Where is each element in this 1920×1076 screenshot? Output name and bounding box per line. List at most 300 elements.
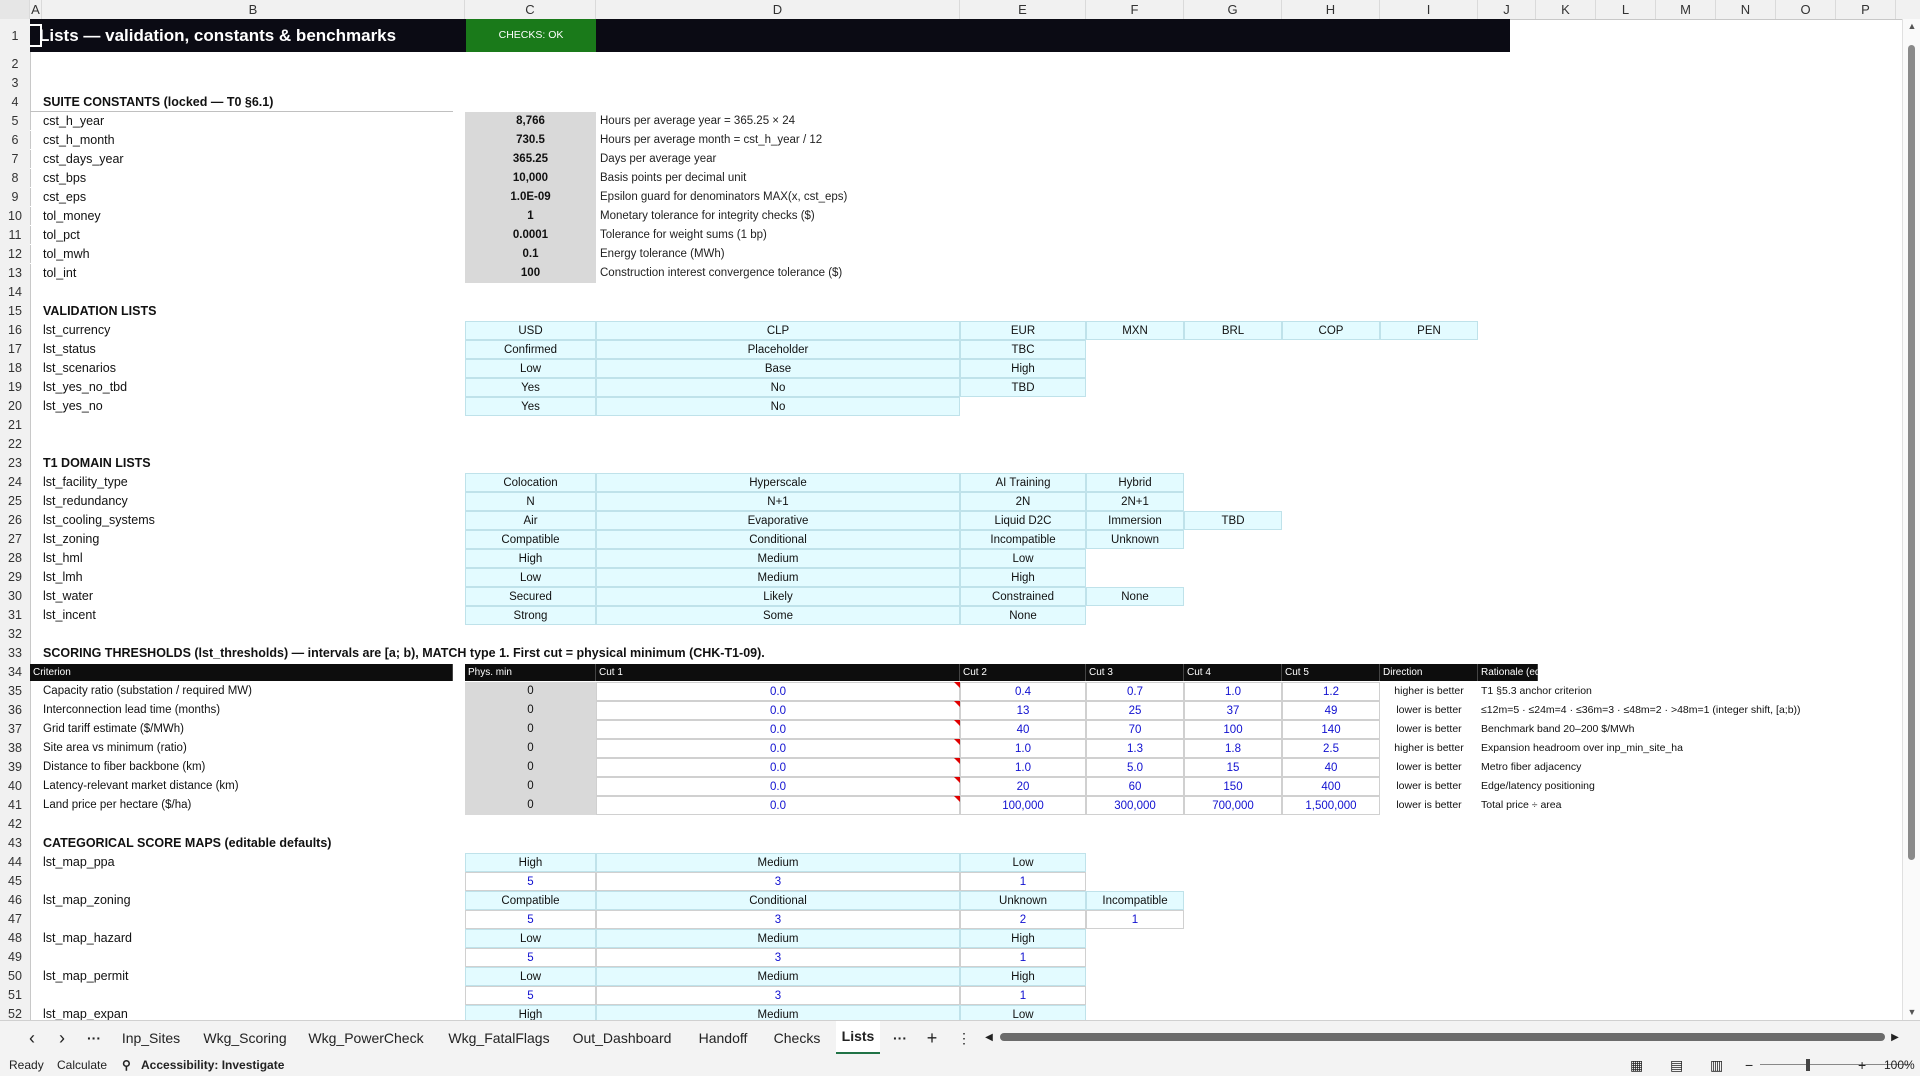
- domain-list-value[interactable]: 2N+1: [1086, 492, 1184, 511]
- column-header-o[interactable]: O: [1776, 0, 1836, 19]
- vertical-scroll-thumb[interactable]: [1908, 45, 1915, 860]
- comment-indicator-icon[interactable]: [954, 720, 960, 726]
- validation-list-value[interactable]: COP: [1282, 321, 1380, 340]
- threshold-phys-min[interactable]: 0: [465, 701, 596, 720]
- row-header-40[interactable]: 40: [8, 779, 22, 793]
- score-map-value[interactable]: 5: [465, 948, 596, 967]
- threshold-cut[interactable]: 700,000: [1184, 796, 1282, 815]
- row-header-21[interactable]: 21: [8, 418, 22, 432]
- constant-description[interactable]: Hours per average year = 365.25 × 24: [600, 115, 795, 127]
- score-map-name[interactable]: lst_map_zoning: [43, 893, 131, 907]
- threshold-direction[interactable]: lower is better: [1396, 799, 1462, 811]
- domain-list-value[interactable]: Medium: [596, 568, 960, 587]
- row-header-7[interactable]: 7: [11, 152, 19, 166]
- threshold-criterion[interactable]: Interconnection lead time (months): [43, 704, 221, 716]
- validation-list-value[interactable]: High: [960, 359, 1086, 378]
- threshold-cut[interactable]: 49: [1282, 701, 1380, 720]
- threshold-phys-min[interactable]: 0: [465, 720, 596, 739]
- domain-list-name[interactable]: lst_redundancy: [43, 494, 128, 508]
- column-header-f[interactable]: F: [1086, 0, 1184, 19]
- constant-value[interactable]: 10,000: [465, 169, 596, 188]
- threshold-cut[interactable]: 60: [1086, 777, 1184, 796]
- threshold-cut[interactable]: 100: [1184, 720, 1282, 739]
- validation-list-value[interactable]: PEN: [1380, 321, 1478, 340]
- threshold-criterion[interactable]: Latency-relevant market distance (km): [43, 780, 239, 792]
- constant-name[interactable]: cst_eps: [30, 188, 450, 207]
- column-header-p[interactable]: P: [1836, 0, 1896, 19]
- constant-name[interactable]: cst_bps: [30, 169, 450, 188]
- tab-more-left-icon[interactable]: ···: [87, 1030, 101, 1046]
- row-header-44[interactable]: 44: [8, 855, 22, 869]
- domain-list-value[interactable]: Conditional: [596, 530, 960, 549]
- validation-list-name[interactable]: lst_status: [43, 342, 96, 356]
- threshold-column-header: Cut 1: [596, 664, 960, 681]
- domain-list-value[interactable]: AI Training: [960, 473, 1086, 492]
- score-map-value[interactable]: 2: [960, 910, 1086, 929]
- threshold-direction[interactable]: lower is better: [1396, 761, 1462, 773]
- row-header-15[interactable]: 15: [8, 304, 22, 318]
- domain-list-value[interactable]: N: [465, 492, 596, 511]
- column-header-l[interactable]: L: [1596, 0, 1656, 19]
- column-header-n[interactable]: N: [1716, 0, 1776, 19]
- zoom-slider-thumb[interactable]: [1806, 1059, 1810, 1071]
- row-header-18[interactable]: 18: [8, 361, 22, 375]
- domain-list-name[interactable]: lst_water: [43, 589, 94, 603]
- threshold-cut[interactable]: 15: [1184, 758, 1282, 777]
- row-header-8[interactable]: 8: [11, 171, 19, 185]
- row-header-33[interactable]: 33: [8, 646, 22, 660]
- threshold-cut[interactable]: 0.7: [1086, 682, 1184, 701]
- comment-indicator-icon[interactable]: [954, 739, 960, 745]
- row-header-41[interactable]: 41: [8, 798, 22, 812]
- row-header-5[interactable]: 5: [11, 114, 19, 128]
- constant-name[interactable]: tol_int: [43, 266, 77, 280]
- row-header-38[interactable]: 38: [8, 741, 22, 755]
- row-header-19[interactable]: 19: [8, 380, 22, 394]
- constant-value[interactable]: 1.0E-09: [465, 188, 596, 207]
- row-header-34[interactable]: 34: [8, 665, 22, 679]
- validation-list-value[interactable]: Low: [465, 359, 596, 378]
- score-map-value[interactable]: 3: [596, 948, 960, 967]
- accessibility-status[interactable]: Accessibility: Investigate: [141, 1058, 285, 1072]
- tab-nav-prev-icon[interactable]: ‹: [29, 1028, 35, 1048]
- row-header-4[interactable]: 4: [11, 95, 19, 109]
- threshold-direction[interactable]: lower is better: [1396, 704, 1462, 716]
- column-header-i[interactable]: I: [1380, 0, 1478, 19]
- threshold-cut[interactable]: 1.8: [1184, 739, 1282, 758]
- validation-list-value[interactable]: MXN: [1086, 321, 1184, 340]
- row-header-17[interactable]: 17: [8, 342, 22, 356]
- row-header-42[interactable]: 42: [8, 817, 22, 831]
- score-map-value[interactable]: 3: [596, 872, 960, 891]
- validation-list-value[interactable]: USD: [465, 321, 596, 340]
- threshold-rationale[interactable]: Benchmark band 20–200 $/MWh: [1481, 723, 1635, 735]
- constant-description[interactable]: Basis points per decimal unit: [600, 172, 747, 184]
- score-map-value[interactable]: 5: [465, 910, 596, 929]
- row-header-3[interactable]: 3: [11, 76, 19, 90]
- threshold-cut[interactable]: 13: [960, 701, 1086, 720]
- constant-value[interactable]: 0.1: [465, 245, 596, 264]
- threshold-cut[interactable]: 40: [1282, 758, 1380, 777]
- domain-list-value[interactable]: Low: [465, 568, 596, 587]
- score-map-value[interactable]: 3: [596, 986, 960, 1005]
- row-header-26[interactable]: 26: [8, 513, 22, 527]
- threshold-rationale[interactable]: Expansion headroom over inp_min_site_ha: [1481, 742, 1683, 754]
- zoom-level[interactable]: 100%: [1884, 1058, 1915, 1072]
- score-map-label[interactable]: Incompatible: [1086, 891, 1184, 910]
- threshold-cut[interactable]: 0.0: [596, 720, 960, 739]
- threshold-phys-min[interactable]: 0: [465, 739, 596, 758]
- constant-description[interactable]: Construction interest convergence tolerance ($): [600, 267, 843, 279]
- section-heading-maps: CATEGORICAL SCORE MAPS (editable defaults): [43, 836, 332, 850]
- row-header-13[interactable]: 13: [8, 266, 22, 280]
- threshold-cut[interactable]: 25: [1086, 701, 1184, 720]
- threshold-direction[interactable]: higher is better: [1394, 742, 1464, 754]
- row-header-22[interactable]: 22: [8, 437, 22, 451]
- domain-list-value[interactable]: Evaporative: [596, 511, 960, 530]
- threshold-cut[interactable]: 100,000: [960, 796, 1086, 815]
- validation-list-value[interactable]: TBC: [960, 340, 1086, 359]
- threshold-cut[interactable]: 1.0: [960, 739, 1086, 758]
- row-header-24[interactable]: 24: [8, 475, 22, 489]
- threshold-cut[interactable]: 1.3: [1086, 739, 1184, 758]
- validation-list-value[interactable]: Base: [596, 359, 960, 378]
- domain-list-value[interactable]: N+1: [596, 492, 960, 511]
- row-header-10[interactable]: 10: [8, 209, 22, 223]
- domain-list-name[interactable]: lst_facility_type: [43, 475, 128, 489]
- select-all-corner[interactable]: [0, 0, 30, 19]
- page-break-icon[interactable]: ▥: [1710, 1057, 1724, 1073]
- row-header-49[interactable]: 49: [8, 950, 22, 964]
- comment-indicator-icon[interactable]: [954, 701, 960, 707]
- comment-indicator-icon[interactable]: [954, 796, 960, 802]
- hscroll-right-icon[interactable]: ▶: [1891, 1032, 1899, 1043]
- comment-indicator-icon[interactable]: [954, 682, 960, 688]
- threshold-criterion[interactable]: Distance to fiber backbone (km): [43, 761, 206, 773]
- score-map-label[interactable]: Medium: [596, 929, 960, 948]
- row-header-50[interactable]: 50: [8, 969, 22, 983]
- domain-list-name[interactable]: lst_hml: [43, 551, 83, 565]
- column-header-e[interactable]: E: [960, 0, 1086, 19]
- tab-lists[interactable]: Lists: [836, 1021, 880, 1055]
- domain-list-value[interactable]: Air: [465, 511, 596, 530]
- domain-list-name[interactable]: lst_zoning: [43, 532, 100, 546]
- score-map-value[interactable]: 1: [1086, 910, 1184, 929]
- validation-list-value[interactable]: No: [596, 397, 960, 416]
- threshold-phys-min[interactable]: 0: [465, 758, 596, 777]
- active-cell-cursor[interactable]: [30, 24, 42, 47]
- domain-list-value[interactable]: Low: [960, 549, 1086, 568]
- score-map-label[interactable]: High: [465, 1005, 596, 1020]
- constant-description[interactable]: Days per average year: [600, 153, 717, 165]
- score-map-label[interactable]: Low: [465, 967, 596, 986]
- threshold-cut[interactable]: 5.0: [1086, 758, 1184, 777]
- constant-name[interactable]: cst_h_month: [30, 131, 450, 150]
- threshold-cut[interactable]: 2.5: [1282, 739, 1380, 758]
- threshold-cut[interactable]: 0.0: [596, 777, 960, 796]
- row-header-16[interactable]: 16: [8, 323, 22, 337]
- threshold-criterion[interactable]: Grid tariff estimate ($/MWh): [43, 723, 185, 735]
- tab-more-right-icon[interactable]: ···: [893, 1030, 907, 1046]
- threshold-cut[interactable]: 37: [1184, 701, 1282, 720]
- row-header-51[interactable]: 51: [8, 988, 22, 1002]
- domain-list-value[interactable]: Some: [596, 606, 960, 625]
- row-header-25[interactable]: 25: [8, 494, 22, 508]
- domain-list-value[interactable]: High: [465, 549, 596, 568]
- column-header-j[interactable]: J: [1478, 0, 1536, 19]
- score-map-label[interactable]: Unknown: [960, 891, 1086, 910]
- score-map-value[interactable]: 5: [465, 872, 596, 891]
- zoom-in-button[interactable]: +: [1858, 1057, 1867, 1073]
- row-header-52[interactable]: 52: [8, 1007, 22, 1020]
- vertical-scrollbar[interactable]: [1902, 19, 1920, 1020]
- column-header-a[interactable]: A: [30, 0, 42, 19]
- domain-list-value[interactable]: Compatible: [465, 530, 596, 549]
- domain-list-value[interactable]: TBD: [1184, 511, 1282, 530]
- domain-list-value[interactable]: Strong: [465, 606, 596, 625]
- constant-description[interactable]: Epsilon guard for denominators MAX(x, cst_eps): [600, 191, 848, 203]
- threshold-cut[interactable]: 1.0: [960, 758, 1086, 777]
- row-header-37[interactable]: 37: [8, 722, 22, 736]
- row-header-27[interactable]: 27: [8, 532, 22, 546]
- column-header-g[interactable]: G: [1184, 0, 1282, 19]
- domain-list-value[interactable]: Immersion: [1086, 511, 1184, 530]
- row-header-46[interactable]: 46: [8, 893, 22, 907]
- threshold-column-header: Criterion: [30, 664, 453, 681]
- domain-list-value[interactable]: Unknown: [1086, 530, 1184, 549]
- threshold-cut[interactable]: 40: [960, 720, 1086, 739]
- score-map-name[interactable]: lst_map_hazard: [43, 931, 132, 945]
- threshold-phys-min[interactable]: 0: [465, 796, 596, 815]
- score-map-value[interactable]: 5: [465, 986, 596, 1005]
- scroll-down-icon[interactable]: ▼: [1907, 1007, 1917, 1017]
- domain-list-name[interactable]: lst_cooling_systems: [43, 513, 155, 527]
- threshold-cut[interactable]: 1.2: [1282, 682, 1380, 701]
- constant-description[interactable]: Energy tolerance (MWh): [600, 248, 725, 260]
- normal-view-icon[interactable]: ▦: [1630, 1057, 1644, 1073]
- threshold-cut[interactable]: 0.4: [960, 682, 1086, 701]
- threshold-criterion[interactable]: Site area vs minimum (ratio): [43, 742, 187, 754]
- constant-value[interactable]: 1: [465, 207, 596, 226]
- row-header-36[interactable]: 36: [8, 703, 22, 717]
- row-header-28[interactable]: 28: [8, 551, 22, 565]
- threshold-cut[interactable]: 0.0: [596, 796, 960, 815]
- comment-indicator-icon[interactable]: [954, 777, 960, 783]
- score-map-label[interactable]: High: [960, 929, 1086, 948]
- row-header-47[interactable]: 47: [8, 912, 22, 926]
- threshold-phys-min[interactable]: 0: [465, 682, 596, 701]
- threshold-cut[interactable]: 20: [960, 777, 1086, 796]
- tab-wkg-scoring[interactable]: Wkg_Scoring: [203, 1030, 287, 1046]
- threshold-cut[interactable]: 300,000: [1086, 796, 1184, 815]
- status-ready: Ready: [9, 1058, 44, 1072]
- score-map-value[interactable]: 1: [960, 872, 1086, 891]
- domain-list-value[interactable]: None: [960, 606, 1086, 625]
- score-map-name[interactable]: lst_map_expan: [43, 1007, 128, 1020]
- constant-description[interactable]: Tolerance for weight sums (1 bp): [600, 229, 767, 241]
- add-sheet-icon[interactable]: +: [926, 1028, 938, 1048]
- validation-list-value[interactable]: Yes: [465, 378, 596, 397]
- domain-list-value[interactable]: Hybrid: [1086, 473, 1184, 492]
- row-header-29[interactable]: 29: [8, 570, 22, 584]
- constant-name[interactable]: cst_h_year: [30, 112, 450, 131]
- domain-list-name[interactable]: lst_incent: [43, 608, 96, 622]
- page-layout-icon[interactable]: ▤: [1670, 1057, 1684, 1073]
- constant-value[interactable]: 730.5: [465, 131, 596, 150]
- row-header-11[interactable]: 11: [8, 228, 22, 242]
- accessibility-icon[interactable]: ⚲: [122, 1058, 131, 1072]
- tab-wkg-powercheck[interactable]: Wkg_PowerCheck: [308, 1030, 424, 1046]
- score-map-label[interactable]: High: [465, 853, 596, 872]
- score-map-label[interactable]: Medium: [596, 1005, 960, 1020]
- constant-name[interactable]: cst_days_year: [30, 150, 450, 169]
- domain-list-value[interactable]: Hyperscale: [596, 473, 960, 492]
- tab-checks[interactable]: Checks: [773, 1030, 821, 1046]
- row-header-1[interactable]: 1: [11, 29, 19, 43]
- tab-nav-next-icon[interactable]: ›: [59, 1028, 65, 1048]
- constant-description[interactable]: Hours per average month = cst_h_year / 12: [600, 134, 823, 146]
- constant-name[interactable]: tol_pct: [30, 226, 450, 245]
- threshold-rationale[interactable]: Edge/latency positioning: [1481, 780, 1595, 792]
- tab-handoff[interactable]: Handoff: [698, 1030, 748, 1046]
- threshold-rationale[interactable]: ≤12m=5 · ≤24m=4 · ≤36m=3 · ≤48m=2 · >48m=1 (integer shift, [a;b)): [1481, 704, 1801, 716]
- zoom-out-button[interactable]: −: [1745, 1057, 1754, 1073]
- domain-list-value[interactable]: Incompatible: [960, 530, 1086, 549]
- threshold-direction[interactable]: higher is better: [1394, 685, 1464, 697]
- constant-value[interactable]: 8,766: [465, 112, 596, 131]
- row-header-9[interactable]: 9: [11, 190, 19, 204]
- score-map-value[interactable]: 3: [596, 910, 960, 929]
- comment-indicator-icon[interactable]: [954, 758, 960, 764]
- domain-list-value[interactable]: Colocation: [465, 473, 596, 492]
- row-header-14[interactable]: 14: [8, 285, 22, 299]
- score-map-label[interactable]: High: [960, 967, 1086, 986]
- validation-list-name[interactable]: lst_scenarios: [43, 361, 116, 375]
- threshold-cut[interactable]: 0.0: [596, 682, 960, 701]
- horizontal-scroll-thumb[interactable]: [1000, 1033, 1885, 1041]
- domain-list-name[interactable]: lst_lmh: [43, 570, 83, 584]
- threshold-cut[interactable]: 150: [1184, 777, 1282, 796]
- row-header-20[interactable]: 20: [8, 399, 22, 413]
- validation-list-name[interactable]: lst_currency: [43, 323, 111, 337]
- constant-name[interactable]: tol_mwh: [30, 245, 450, 264]
- threshold-cut[interactable]: 0.0: [596, 701, 960, 720]
- score-map-label[interactable]: Compatible: [465, 891, 596, 910]
- domain-list-value[interactable]: Liquid D2C: [960, 511, 1086, 530]
- validation-list-value[interactable]: Placeholder: [596, 340, 960, 359]
- validation-list-value[interactable]: Confirmed: [465, 340, 596, 359]
- score-map-value[interactable]: 1: [960, 986, 1086, 1005]
- threshold-phys-min[interactable]: 0: [465, 777, 596, 796]
- score-map-label[interactable]: Medium: [596, 967, 960, 986]
- validation-list-name[interactable]: lst_yes_no: [43, 399, 103, 413]
- threshold-rationale[interactable]: Total price ÷ area: [1481, 799, 1562, 811]
- worksheet-grid[interactable]: [30, 19, 1902, 1020]
- domain-list-value[interactable]: Likely: [596, 587, 960, 606]
- domain-list-value[interactable]: Medium: [596, 549, 960, 568]
- validation-list-value[interactable]: BRL: [1184, 321, 1282, 340]
- constant-description[interactable]: Monetary tolerance for integrity checks ($): [600, 210, 815, 222]
- column-header-b[interactable]: B: [42, 0, 465, 19]
- tab-wkg-fatalflags[interactable]: Wkg_FatalFlags: [448, 1030, 550, 1046]
- threshold-cut[interactable]: 140: [1282, 720, 1380, 739]
- column-header-c[interactable]: C: [465, 0, 596, 19]
- threshold-direction[interactable]: lower is better: [1396, 723, 1462, 735]
- score-map-label[interactable]: Low: [960, 853, 1086, 872]
- tab-inp-sites[interactable]: Inp_Sites: [121, 1030, 181, 1046]
- validation-list-value[interactable]: TBD: [960, 378, 1086, 397]
- row-header-48[interactable]: 48: [8, 931, 22, 945]
- hscroll-left-icon[interactable]: ◀: [985, 1032, 993, 1043]
- score-map-value[interactable]: 1: [960, 948, 1086, 967]
- calculate-button[interactable]: Calculate: [57, 1058, 108, 1072]
- column-header-k[interactable]: K: [1536, 0, 1596, 19]
- score-map-label[interactable]: Low: [465, 929, 596, 948]
- threshold-cut[interactable]: 400: [1282, 777, 1380, 796]
- row-header-32[interactable]: 32: [8, 627, 22, 641]
- domain-list-value[interactable]: Constrained: [960, 587, 1086, 606]
- threshold-direction[interactable]: lower is better: [1396, 780, 1462, 792]
- threshold-rationale[interactable]: T1 §5.3 anchor criterion: [1481, 685, 1592, 697]
- row-header-2[interactable]: 2: [11, 57, 19, 71]
- row-header-35[interactable]: 35: [8, 684, 22, 698]
- row-header-45[interactable]: 45: [8, 874, 22, 888]
- column-header-d[interactable]: D: [596, 0, 960, 19]
- domain-list-value[interactable]: High: [960, 568, 1086, 587]
- validation-list-value[interactable]: No: [596, 378, 960, 397]
- score-map-name[interactable]: lst_map_ppa: [43, 855, 115, 869]
- threshold-cut[interactable]: 70: [1086, 720, 1184, 739]
- validation-list-value[interactable]: CLP: [596, 321, 960, 340]
- threshold-cut[interactable]: 1.0: [1184, 682, 1282, 701]
- threshold-cut[interactable]: 0.0: [596, 739, 960, 758]
- section-heading-domain: T1 DOMAIN LISTS: [43, 456, 151, 470]
- constant-value[interactable]: 0.0001: [465, 226, 596, 245]
- row-header-39[interactable]: 39: [8, 760, 22, 774]
- constant-value[interactable]: 100: [465, 264, 596, 283]
- domain-list-value[interactable]: None: [1086, 587, 1184, 606]
- domain-list-value[interactable]: 2N: [960, 492, 1086, 511]
- threshold-column-header: Direction: [1380, 664, 1478, 681]
- row-header-23[interactable]: 23: [8, 456, 22, 470]
- column-header-m[interactable]: M: [1656, 0, 1716, 19]
- constant-name[interactable]: tol_money: [30, 207, 450, 226]
- row-header-31[interactable]: 31: [8, 608, 22, 622]
- scroll-up-icon[interactable]: ▲: [1907, 21, 1917, 31]
- constant-value[interactable]: 365.25: [465, 150, 596, 169]
- validation-list-name[interactable]: lst_yes_no_tbd: [43, 380, 128, 394]
- row-header-12[interactable]: 12: [8, 247, 22, 261]
- threshold-criterion[interactable]: Land price per hectare ($/ha): [43, 799, 192, 811]
- threshold-cut[interactable]: 1,500,000: [1282, 796, 1380, 815]
- row-header-43[interactable]: 43: [8, 836, 22, 850]
- score-map-label[interactable]: Medium: [596, 853, 960, 872]
- tab-out-dashboard[interactable]: Out_Dashboard: [572, 1030, 672, 1046]
- threshold-criterion[interactable]: Capacity ratio (substation / required MW): [43, 685, 252, 697]
- score-map-label[interactable]: Low: [960, 1005, 1086, 1020]
- threshold-rationale[interactable]: Metro fiber adjacency: [1481, 761, 1582, 773]
- row-header-6[interactable]: 6: [11, 133, 19, 147]
- domain-list-value[interactable]: Secured: [465, 587, 596, 606]
- column-header-h[interactable]: H: [1282, 0, 1380, 19]
- score-map-name[interactable]: lst_map_permit: [43, 969, 129, 983]
- threshold-cut[interactable]: 0.0: [596, 758, 960, 777]
- validation-list-value[interactable]: EUR: [960, 321, 1086, 340]
- row-header-30[interactable]: 30: [8, 589, 22, 603]
- score-map-label[interactable]: Conditional: [596, 891, 960, 910]
- validation-list-value[interactable]: Yes: [465, 397, 596, 416]
- tab-options-icon[interactable]: ⋮: [957, 1030, 971, 1046]
